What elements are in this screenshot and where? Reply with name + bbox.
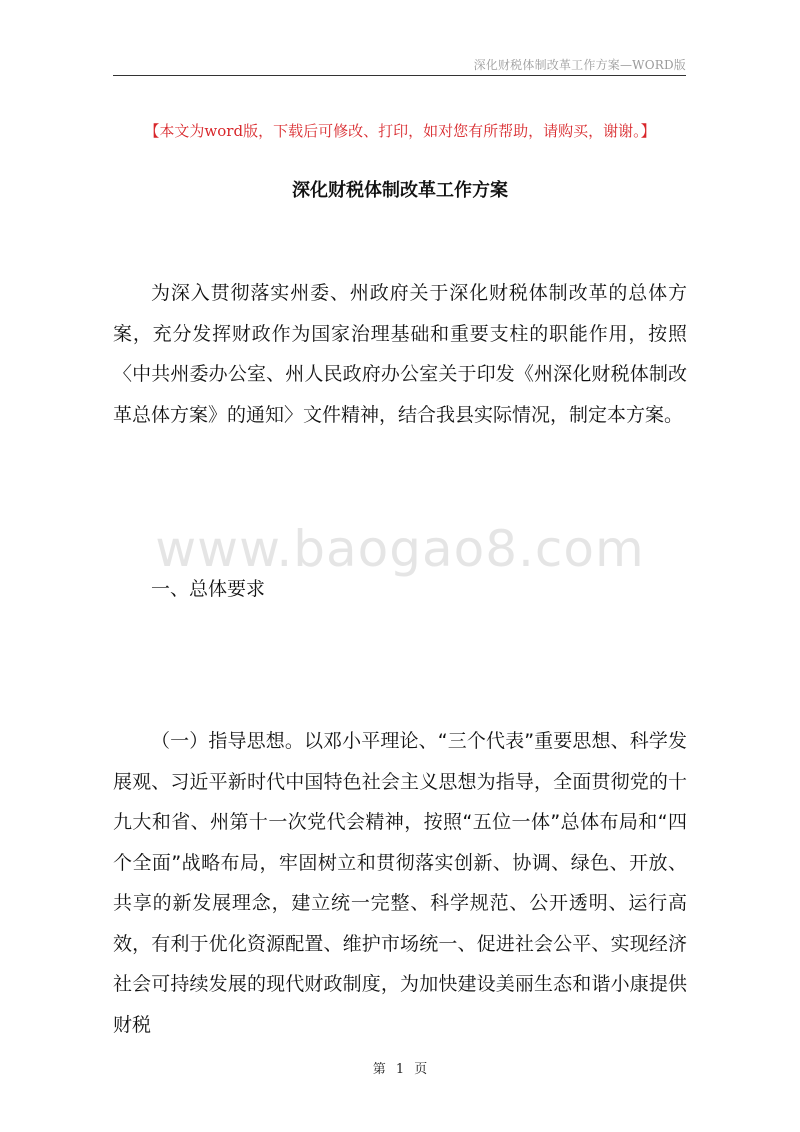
page-suffix: 页 bbox=[414, 1062, 428, 1077]
guiding-ideology-paragraph: （一）指导思想。以邓小平理论、“三个代表”重要思想、科学发展观、习近平新时代中国特色社会主义思想为指导，全面贯彻党的十九大和省、州第十一次党代会精神，按照“五位一体”总体布局和“四个全面”战略布局，牢固树立和贯彻落实创新、协调、绿色、开放、共享的新发展理念，建立统一完整、科学规范、公开透明、运行高效，有利于优化资源配置、维护市场统一、促进社会公平、实现经济社会可持续发展的现代财政制度，为加快建设美丽生态和谐小康提供财税 bbox=[113, 730, 687, 1036]
document-title: 深化财税体制改革工作方案 bbox=[292, 180, 508, 201]
site-watermark: www.baogao8.com bbox=[155, 520, 645, 578]
page-prefix: 第 bbox=[372, 1062, 386, 1077]
page-number-footer bbox=[0, 1058, 800, 1077]
running-header-title: 深化财税体制改革工作方案—WORD版 bbox=[473, 58, 686, 72]
section-heading-general-requirements: 一、总体要求 bbox=[151, 578, 266, 600]
page-number: 1 bbox=[395, 1062, 405, 1077]
intro-paragraph: 为深入贯彻落实州委、州政府关于深化财税体制改革的总体方案，充分发挥财政作为国家治理基础和重要支柱的职能作用，按照〈中共州委办公室、州人民政府办公室关于印发《州深化财税体制改革总体方案》的通知〉文件精神，结合我县实际情况，制定本方案。 bbox=[113, 282, 687, 426]
purchase-notice: 【本文为word版，下载后可修改、打印，如对您有所帮助，请购买，谢谢。】 bbox=[144, 122, 656, 140]
header-divider bbox=[113, 75, 686, 76]
